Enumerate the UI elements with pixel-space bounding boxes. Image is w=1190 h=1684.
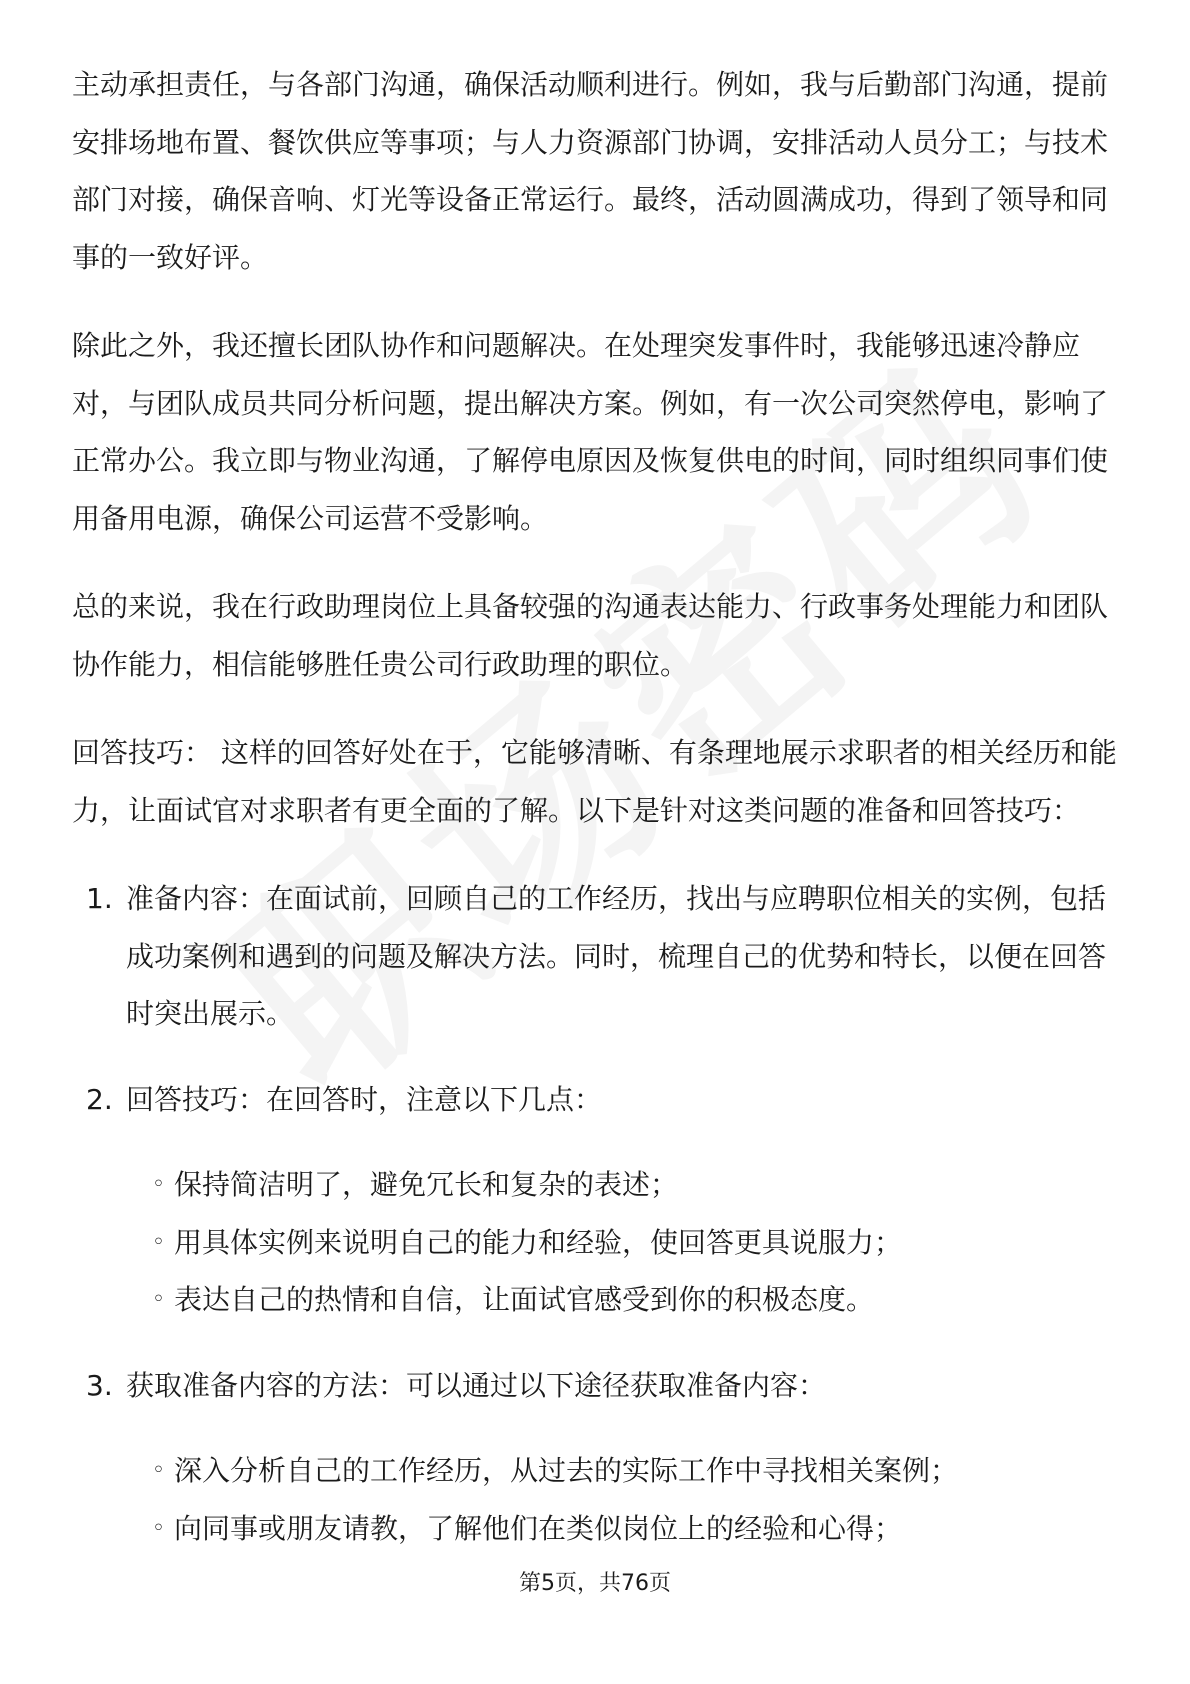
sub-list-item xyxy=(126,1156,1122,1214)
bullet-icon: ◦ xyxy=(152,1172,165,1197)
list-item-text: 获取准备内容的方法：可以通过以下途径获取准备内容： xyxy=(126,1368,827,1402)
sub-list-item xyxy=(126,1271,1122,1329)
list-number: 3. xyxy=(86,1368,113,1402)
sub-list-item-text: 向同事或朋友请教，了解他们在类似岗位上的经验和心得； xyxy=(174,1511,903,1545)
sub-list-item-text: 保持简洁明了，避免冗长和复杂的表述； xyxy=(174,1168,679,1201)
paragraph: 总的来说，我在行政助理岗位上具备较强的沟通表达能力、行政事务处理能力和团队协作能力，相信能够胜任贵公司行政助理的职位。 xyxy=(72,590,1109,681)
list-item xyxy=(72,1357,1122,1558)
bullet-icon: ◦ xyxy=(152,1287,165,1312)
sub-list-item xyxy=(126,1500,1122,1558)
sub-list-item xyxy=(126,1214,1122,1272)
list-item-text: 准备内容：在面试前，回顾自己的工作经历，找出与应聘职位相关的实例，包括成功案例和遇到的问题及解决方法。同时，梳理自己的优势和特长，以便在回答时突出展示。 xyxy=(126,882,1107,1030)
bullet-icon: ◦ xyxy=(152,1458,165,1483)
paragraph: 除此之外，我还擅长团队协作和问题解决。在处理突发事件时，我能够迅速冷静应对，与团队成员共同分析问题，提出解决方案。例如，有一次公司突然停电，影响了正常办公。我立即与物业沟通，了解停电原因及恢复供电的时间，同时组织同事们使用备用电源，确保公司运营不受影响。 xyxy=(72,329,1109,535)
list-number: 2. xyxy=(86,1082,113,1116)
sub-list-item-text: 深入分析自己的工作经历，从过去的实际工作中寻找相关案例； xyxy=(174,1454,959,1487)
sub-list-item-text: 表达自己的热情和自信，让面试官感受到你的积极态度。 xyxy=(174,1283,875,1316)
list-item-text: 回答技巧：在回答时，注意以下几点： xyxy=(126,1082,603,1116)
paragraph: 主动承担责任，与各部门沟通，确保活动顺利进行。例如，我与后勤部门沟通，提前安排场地布置、餐饮供应等事项；与人力资源部门协调，安排活动人员分工；与技术部门对接，确保音响、灯光等设备正常运行。最终，活动圆满成功，得到了领导和同事的一致好评。 xyxy=(72,68,1109,274)
bullet-icon: ◦ xyxy=(152,1229,165,1255)
bullet-icon: ◦ xyxy=(152,1515,165,1541)
numbered-list xyxy=(72,870,1122,1557)
list-item xyxy=(72,870,1122,1043)
list-item xyxy=(72,1071,1122,1329)
document-body xyxy=(72,56,1122,1585)
list-number: 1. xyxy=(86,882,113,915)
sub-list xyxy=(126,1442,1122,1557)
paragraph: 回答技巧： 这样的回答好处在于，它能够清晰、有条理地展示求职者的相关经历和能力，让面试官对求职者有更全面的了解。以下是针对这类问题的准备和回答技巧： xyxy=(72,736,1117,827)
sub-list xyxy=(126,1156,1122,1329)
page-number-footer: 第5页，共76页 xyxy=(519,1571,671,1596)
sub-list-item-text: 用具体实例来说明自己的能力和经验，使回答更具说服力； xyxy=(174,1225,903,1259)
sub-list-item xyxy=(126,1442,1122,1500)
